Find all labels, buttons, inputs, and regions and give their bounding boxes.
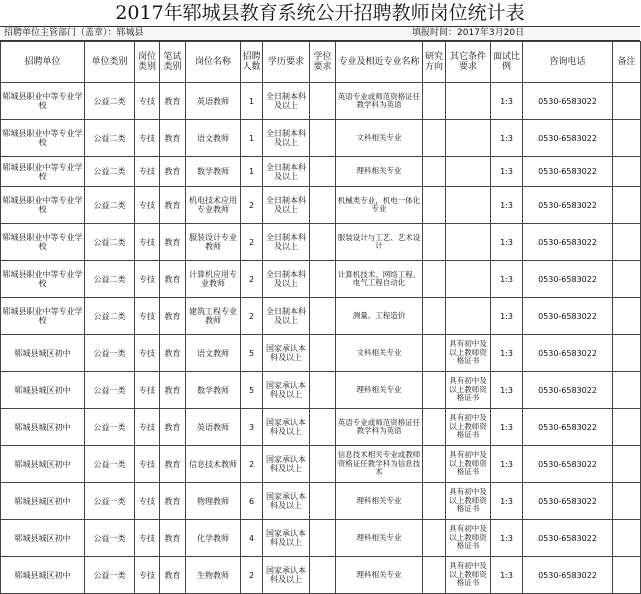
cell-degree [310, 120, 336, 157]
cell-phone: 0530-6583022 [523, 335, 613, 372]
cell-research [423, 372, 446, 409]
cell-major: 理科相关专业 [336, 157, 423, 187]
cell-ratio: 1:3 [491, 372, 523, 409]
cell-research [423, 483, 446, 520]
cell-exam-type: 教育 [160, 157, 186, 187]
header-count: 招聘人数 [241, 42, 263, 83]
cell-unit-type: 公益一类 [85, 335, 135, 372]
cell-other: 具有初中及以上教师资格证书 [446, 446, 491, 483]
cell-count: 1 [241, 83, 263, 120]
cell-ratio: 1:3 [491, 409, 523, 446]
cell-post-type: 专技 [135, 120, 160, 157]
fill-time-info [412, 27, 524, 40]
cell-phone: 0530-6583022 [523, 224, 613, 261]
cell-education: 全日制本科及以上 [263, 83, 310, 120]
cell-education: 全日制本科及以上 [263, 187, 310, 224]
cell-degree [310, 409, 336, 446]
cell-research [423, 261, 446, 298]
cell-unit-type: 公益二类 [85, 261, 135, 298]
cell-count: 2 [241, 446, 263, 483]
cell-degree [310, 520, 336, 557]
header-other: 其它条件要求 [446, 42, 491, 83]
cell-count: 2 [241, 557, 263, 594]
cell-unit: 郓城县职业中等专业学校 [1, 120, 85, 157]
table-header-row [1, 42, 641, 83]
cell-degree [310, 483, 336, 520]
cell-education: 全日制本科及以上 [263, 261, 310, 298]
header-note: 备注 [613, 42, 641, 83]
cell-note [613, 446, 641, 483]
cell-note [613, 261, 641, 298]
header-post-type: 岗位类别 [135, 42, 160, 83]
cell-other [446, 298, 491, 335]
cell-education: 国家承认本科及以上 [263, 446, 310, 483]
cell-post-name: 物理教师 [186, 483, 241, 520]
cell-phone: 0530-6583022 [523, 157, 613, 187]
cell-ratio: 1:3 [491, 557, 523, 594]
cell-major: 服装设计与工艺、艺术设计 [336, 224, 423, 261]
unit-value: 郓城县 [116, 28, 144, 38]
cell-note [613, 157, 641, 187]
cell-ratio: 1:3 [491, 520, 523, 557]
cell-count: 4 [241, 520, 263, 557]
cell-research [423, 298, 446, 335]
cell-research [423, 157, 446, 187]
header-research: 研究方向 [423, 42, 446, 83]
cell-ratio: 1:3 [491, 446, 523, 483]
cell-count: 1 [241, 120, 263, 157]
header-unit-type: 单位类别 [85, 42, 135, 83]
cell-post-type: 专技 [135, 446, 160, 483]
cell-other: 具有初中及以上教师资格证书 [446, 557, 491, 594]
cell-note [613, 224, 641, 261]
cell-count: 5 [241, 335, 263, 372]
cell-post-type: 专技 [135, 83, 160, 120]
cell-phone: 0530-6583022 [523, 120, 613, 157]
cell-education: 全日制本科及以上 [263, 157, 310, 187]
cell-post-type: 专技 [135, 187, 160, 224]
cell-other: 具有初中及以上教师资格证书 [446, 520, 491, 557]
cell-unit: 郓城县职业中等专业学校 [1, 261, 85, 298]
cell-post-name: 英语教师 [186, 409, 241, 446]
cell-post-name: 英语教师 [186, 83, 241, 120]
cell-post-name: 建筑工程专业教师 [186, 298, 241, 335]
cell-research [423, 335, 446, 372]
cell-exam-type: 教育 [160, 261, 186, 298]
unit-label: 招聘单位主管部门（盖章）： [4, 28, 117, 38]
cell-unit-type: 公益二类 [85, 298, 135, 335]
cell-phone: 0530-6583022 [523, 261, 613, 298]
cell-unit-type: 公益一类 [85, 446, 135, 483]
cell-degree [310, 446, 336, 483]
cell-major: 英语专业或师范资格证任教学科为英语 [336, 83, 423, 120]
cell-post-name: 信息技术教师 [186, 446, 241, 483]
cell-exam-type: 教育 [160, 83, 186, 120]
cell-major: 英语专业或师范资格证任教学科为英语 [336, 409, 423, 446]
cell-major: 理科相关专业 [336, 483, 423, 520]
cell-phone: 0530-6583022 [523, 372, 613, 409]
cell-other: 具有初中及以上教师资格证书 [446, 409, 491, 446]
cell-unit: 郓城县职业中等专业学校 [1, 83, 85, 120]
table-row [1, 409, 641, 446]
cell-major: 理科相关专业 [336, 372, 423, 409]
table-row [1, 372, 641, 409]
cell-post-name: 数学教师 [186, 372, 241, 409]
cell-phone: 0530-6583022 [523, 520, 613, 557]
cell-count: 6 [241, 483, 263, 520]
recruiting-unit-info [4, 27, 144, 40]
cell-phone: 0530-6583022 [523, 298, 613, 335]
cell-unit: 郓城县城区初中 [1, 483, 85, 520]
cell-research [423, 83, 446, 120]
cell-unit-type: 公益二类 [85, 224, 135, 261]
cell-research [423, 557, 446, 594]
cell-other [446, 157, 491, 187]
cell-unit: 郓城县职业中等专业学校 [1, 187, 85, 224]
cell-other [446, 83, 491, 120]
cell-major: 文科相关专业 [336, 120, 423, 157]
cell-unit: 郓城县城区初中 [1, 557, 85, 594]
cell-unit-type: 公益一类 [85, 372, 135, 409]
cell-post-type: 专技 [135, 409, 160, 446]
cell-post-type: 专技 [135, 483, 160, 520]
cell-other [446, 187, 491, 224]
cell-count: 2 [241, 261, 263, 298]
cell-post-name: 化学教师 [186, 520, 241, 557]
cell-other [446, 261, 491, 298]
cell-unit: 郓城县职业中等专业学校 [1, 157, 85, 187]
cell-count: 3 [241, 409, 263, 446]
recruitment-table [0, 41, 641, 594]
sheet-meta-row [0, 26, 640, 41]
cell-exam-type: 教育 [160, 409, 186, 446]
cell-education: 全日制本科及以上 [263, 224, 310, 261]
cell-note [613, 520, 641, 557]
cell-post-type: 专技 [135, 520, 160, 557]
page-title: 2017年郓城县教育系统公开招聘教师岗位统计表 [115, 2, 525, 24]
cell-count: 2 [241, 298, 263, 335]
cell-unit: 郓城县职业中等专业学校 [1, 224, 85, 261]
cell-other: 具有初中及以上教师资格证书 [446, 372, 491, 409]
cell-other: 具有初中及以上教师资格证书 [446, 335, 491, 372]
header-exam-type: 笔试类别 [160, 42, 186, 83]
cell-degree [310, 298, 336, 335]
cell-education: 国家承认本科及以上 [263, 372, 310, 409]
cell-degree [310, 557, 336, 594]
cell-education: 全日制本科及以上 [263, 120, 310, 157]
table-row [1, 157, 641, 187]
cell-research [423, 446, 446, 483]
cell-count: 2 [241, 187, 263, 224]
cell-exam-type: 教育 [160, 446, 186, 483]
cell-major: 机械类专业，机电一体化专业 [336, 187, 423, 224]
cell-ratio: 1:3 [491, 187, 523, 224]
cell-unit-type: 公益二类 [85, 157, 135, 187]
cell-note [613, 409, 641, 446]
cell-note [613, 120, 641, 157]
cell-exam-type: 教育 [160, 187, 186, 224]
cell-ratio: 1:3 [491, 335, 523, 372]
cell-unit: 郓城县城区初中 [1, 409, 85, 446]
cell-exam-type: 教育 [160, 520, 186, 557]
header-degree: 学位要求 [310, 42, 336, 83]
cell-education: 国家承认本科及以上 [263, 520, 310, 557]
cell-ratio: 1:3 [491, 120, 523, 157]
cell-unit-type: 公益一类 [85, 520, 135, 557]
table-row [1, 335, 641, 372]
cell-phone: 0530-6583022 [523, 483, 613, 520]
cell-degree [310, 372, 336, 409]
cell-note [613, 298, 641, 335]
cell-post-name: 语文教师 [186, 120, 241, 157]
cell-major: 文科相关专业 [336, 335, 423, 372]
cell-major: 信息技术相关专业或教师资格证任教学科为信息技术 [336, 446, 423, 483]
cell-phone: 0530-6583022 [523, 83, 613, 120]
cell-note [613, 483, 641, 520]
table-row [1, 187, 641, 224]
header-phone: 咨询电话 [523, 42, 613, 83]
cell-unit-type: 公益二类 [85, 120, 135, 157]
table-row [1, 557, 641, 594]
cell-other [446, 224, 491, 261]
table-row [1, 120, 641, 157]
cell-research [423, 520, 446, 557]
cell-post-name: 服装设计专业教师 [186, 224, 241, 261]
cell-ratio: 1:3 [491, 298, 523, 335]
cell-phone: 0530-6583022 [523, 187, 613, 224]
cell-post-type: 专技 [135, 261, 160, 298]
cell-degree [310, 224, 336, 261]
cell-education: 国家承认本科及以上 [263, 409, 310, 446]
cell-research [423, 187, 446, 224]
cell-unit: 郓城县城区初中 [1, 372, 85, 409]
cell-other [446, 120, 491, 157]
cell-phone: 0530-6583022 [523, 446, 613, 483]
cell-major: 测量、工程造价 [336, 298, 423, 335]
table-row [1, 298, 641, 335]
cell-phone: 0530-6583022 [523, 557, 613, 594]
table-row [1, 446, 641, 483]
cell-degree [310, 261, 336, 298]
cell-unit-type: 公益二类 [85, 187, 135, 224]
cell-exam-type: 教育 [160, 483, 186, 520]
table-row [1, 224, 641, 261]
cell-ratio: 1:3 [491, 224, 523, 261]
cell-post-type: 专技 [135, 372, 160, 409]
cell-post-type: 专技 [135, 335, 160, 372]
cell-count: 5 [241, 372, 263, 409]
cell-note [613, 372, 641, 409]
cell-major: 计算机技术、网络工程、电气工程自动化 [336, 261, 423, 298]
fill-time-value: 2017年3月20日 [457, 28, 525, 38]
cell-education: 全日制本科及以上 [263, 298, 310, 335]
cell-major: 理科相关专业 [336, 520, 423, 557]
header-education: 学历要求 [263, 42, 310, 83]
cell-phone: 0530-6583022 [523, 409, 613, 446]
cell-exam-type: 教育 [160, 372, 186, 409]
header-major: 专业及相近专业名称 [336, 42, 423, 83]
cell-education: 国家承认本科及以上 [263, 557, 310, 594]
cell-degree [310, 335, 336, 372]
cell-post-name: 生物教师 [186, 557, 241, 594]
cell-note [613, 187, 641, 224]
table-row [1, 83, 641, 120]
table-row [1, 483, 641, 520]
cell-research [423, 409, 446, 446]
cell-exam-type: 教育 [160, 224, 186, 261]
cell-degree [310, 157, 336, 187]
cell-ratio: 1:3 [491, 157, 523, 187]
cell-note [613, 335, 641, 372]
header-unit: 招聘单位 [1, 42, 85, 83]
cell-exam-type: 教育 [160, 298, 186, 335]
cell-education: 国家承认本科及以上 [263, 483, 310, 520]
cell-other: 具有初中及以上教师资格证书 [446, 483, 491, 520]
cell-exam-type: 教育 [160, 335, 186, 372]
table-row [1, 520, 641, 557]
table-row [1, 261, 641, 298]
fill-time-label: 填报时间： [412, 28, 458, 38]
cell-unit: 郓城县城区初中 [1, 446, 85, 483]
cell-note [613, 83, 641, 120]
cell-unit: 郓城县城区初中 [1, 335, 85, 372]
cell-major: 理科相关专业 [336, 557, 423, 594]
cell-ratio: 1:3 [491, 83, 523, 120]
cell-unit: 郓城县职业中等专业学校 [1, 298, 85, 335]
cell-count: 2 [241, 224, 263, 261]
cell-research [423, 120, 446, 157]
header-ratio: 面试比例 [491, 42, 523, 83]
header-post-name: 岗位名称 [186, 42, 241, 83]
cell-unit-type: 公益一类 [85, 557, 135, 594]
cell-post-type: 专技 [135, 557, 160, 594]
cell-unit-type: 公益一类 [85, 483, 135, 520]
cell-post-type: 专技 [135, 298, 160, 335]
cell-unit-type: 公益二类 [85, 83, 135, 120]
cell-unit: 郓城县城区初中 [1, 520, 85, 557]
cell-ratio: 1:3 [491, 483, 523, 520]
cell-note [613, 557, 641, 594]
cell-post-name: 语文教师 [186, 335, 241, 372]
cell-post-type: 专技 [135, 157, 160, 187]
cell-post-type: 专技 [135, 224, 160, 261]
cell-post-name: 数学教师 [186, 157, 241, 187]
cell-degree [310, 187, 336, 224]
cell-ratio: 1:3 [491, 261, 523, 298]
cell-exam-type: 教育 [160, 557, 186, 594]
cell-post-name: 机电技术应用专业教师 [186, 187, 241, 224]
cell-unit-type: 公益一类 [85, 409, 135, 446]
cell-education: 国家承认本科及以上 [263, 335, 310, 372]
cell-research [423, 224, 446, 261]
cell-post-name: 计算机应用专业教师 [186, 261, 241, 298]
cell-exam-type: 教育 [160, 120, 186, 157]
cell-count: 1 [241, 157, 263, 187]
cell-degree [310, 83, 336, 120]
